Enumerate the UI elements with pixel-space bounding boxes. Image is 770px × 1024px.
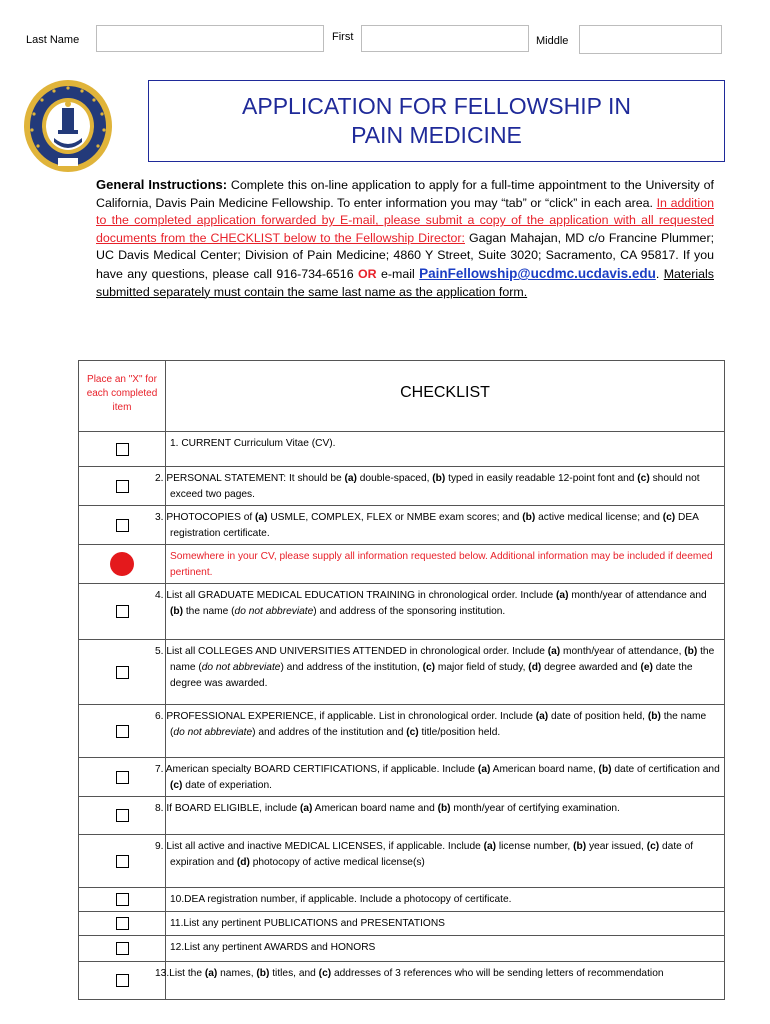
first-name-input[interactable] [361, 25, 529, 52]
checklist-left-header: Place an "X" for each completed item [79, 361, 166, 432]
checklist-item-2: 2. PERSONAL STATEMENT: It should be (a) double-spaced, (b) typed in easily readable 12-point font and (c) should not exceed two pages. [166, 467, 725, 506]
checkbox-item-6[interactable] [116, 725, 129, 738]
checklist-item-13: 13.List the (a) names, (b) titles, and (c) addresses of 3 references who will be sending letters of recommendation [166, 962, 725, 1000]
form-title [148, 80, 725, 162]
instructions-address: Gagan Mahajan, MD c/o Francine Plummer; UC Davis Medical Center; Division of Pain Medicine; 4860 Y Street, Suite 3020; Sacramento, CA 95817. If you have any questions, please call 916-734-6516 [96, 230, 715, 281]
instructions-email-prefix: e-mail [381, 266, 415, 281]
checkbox-item-8[interactable] [116, 809, 129, 822]
checklist-title: CHECKLIST [166, 361, 725, 432]
cv-note: Somewhere in your CV, please supply all information requested below. Additional information may be included if deemed pertinent. [166, 545, 725, 584]
instructions-submit-note: In addition to the completed application forwarded by E-mail, please submit a copy of the application with all requested documents from the CHECKLIST below to the Fellowship Director: [96, 195, 714, 245]
last-name-input[interactable] [96, 25, 324, 52]
instructions-or: OR [358, 266, 377, 281]
checklist-item-3: 3. PHOTOCOPIES of (a) USMLE, COMPLEX, FLEX or NMBE exam scores; and (b) active medical license; and (c) DEA registration certificate. [166, 506, 725, 545]
checklist-item-11: 11.List any pertinent PUBLICATIONS and PRESENTATIONS [166, 912, 725, 936]
checkbox-item-5[interactable] [116, 666, 129, 679]
checkbox-item-3[interactable] [116, 519, 129, 532]
checkbox-item-11[interactable] [116, 917, 129, 930]
middle-name-label: Middle [536, 35, 569, 47]
checkbox-item-1[interactable] [116, 443, 129, 456]
checklist-item-6: 6. PROFESSIONAL EXPERIENCE, if applicable. List in chronological order. Include (a) date of position held, (b) the name (do not abbreviate) and addres of the institution and (c) title/position held. [166, 705, 725, 758]
checklist-item-7: 7. American specialty BOARD CERTIFICATIONS, if applicable. Include (a) American board name, (b) date of certification and (c) date of experiation. [166, 758, 725, 797]
checkbox-item-12[interactable] [116, 942, 129, 955]
instructions-closing: Materials submitted separately must contain the same last name as the application form. [96, 266, 714, 299]
checkbox-item-10[interactable] [116, 893, 129, 906]
middle-name-input[interactable] [579, 25, 722, 54]
checkbox-item-9[interactable] [116, 855, 129, 868]
general-instructions: General Instructions: Complete this on-line application to apply for a full-time appointment to the University of California, Davis Pain Medicine Fellowship. To enter information you may “tab” or “click” in each area. In addition to the completed application forwarded by E-mail, please submit a copy of the application with all requested documents from the CHECKLIST below to the Fellowship Director: Gagan Mahajan, MD c/o Francine Plummer; UC Davis Medical Center; Division of Pain Medicine; 4860 Y Street, Suite 3020; Sacramento, CA 95817. If you have any questions, please call 916-734-6516 OR e-mail PainFellowship@ucdmc.ucdavis.edu. Materials submitted separately must contain the same last name as the application form. [96, 177, 715, 299]
checklist-item-9: 9. List all active and inactive MEDICAL LICENSES, if applicable. Include (a) license number, (b) year issued, (c) date of expiration and (d) photocopy of active medical license(s) [166, 835, 725, 888]
title-line-2: PAIN MEDICINE [351, 122, 522, 148]
checklist-item-5: 5. List all COLLEGES AND UNIVERSITIES ATTENDED in chronological order. Include (a) month/year of attendance, (b) the name (do not abbreviate) and address of the institution, (c) major field of study, (d) degree awarded and (e) date the degree was awarded. [166, 640, 725, 705]
checklist-item-10: 10.DEA registration number, if applicable. Include a photocopy of certificate. [166, 888, 725, 912]
checklist-table [78, 360, 725, 1000]
first-name-label: First [332, 31, 354, 43]
instructions-intro: Complete this on-line application to apply for a full-time appointment to the University of California, Davis Pain Medicine Fellowship. To enter information you may “tab” or “click” in each area. [96, 178, 714, 210]
instructions-heading: General Instructions: [96, 177, 228, 192]
title-line-1: APPLICATION FOR FELLOWSHIP IN [242, 93, 631, 119]
checklist-item-4: 4. List all GRADUATE MEDICAL EDUCATION TRAINING in chronological order. Include (a) month/year of attendance and (b) the name (do not abbreviate) and address of the sponsoring institution. [166, 584, 725, 640]
required-dot-icon [110, 552, 134, 576]
checkbox-item-2[interactable] [116, 480, 129, 493]
university-seal-icon [22, 78, 114, 174]
checkbox-item-13[interactable] [116, 974, 129, 987]
checklist-item-12: 12.List any pertinent AWARDS and HONORS [166, 936, 725, 962]
checklist-item-8: 8. If BOARD ELIGIBLE, include (a) American board name and (b) month/year of certifying examination. [166, 797, 725, 835]
email-link[interactable]: PainFellowship@ucdmc.ucdavis.edu [419, 265, 656, 281]
last-name-label: Last Name [26, 34, 80, 46]
checkbox-item-4[interactable] [116, 605, 129, 618]
checklist-item-1: 1. CURRENT Curriculum Vitae (CV). [166, 432, 725, 467]
checkbox-item-7[interactable] [116, 771, 129, 784]
